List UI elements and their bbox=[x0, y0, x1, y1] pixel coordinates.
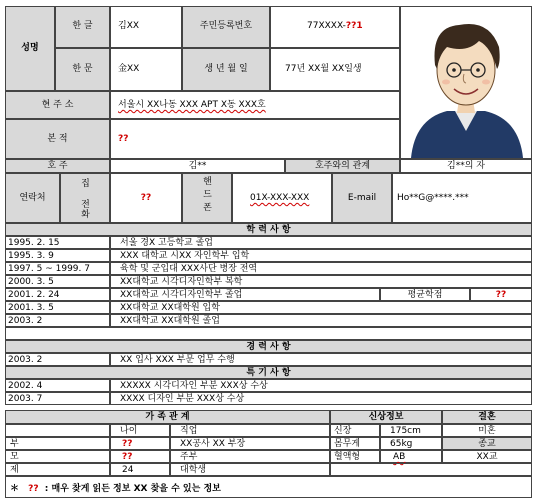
body-label: 신장 bbox=[334, 426, 352, 436]
marriage-value: 미혼 bbox=[478, 426, 496, 436]
family-job: 대학생 bbox=[180, 465, 207, 475]
special-desc: XXXX 디자인 부분 XXX상 수상 bbox=[120, 394, 245, 404]
body-value: AB bbox=[393, 452, 406, 462]
family-job: XX공사 XX 부장 bbox=[180, 439, 246, 449]
education-desc: 서울 경X 고등학교 졸업 bbox=[120, 238, 213, 248]
spacer-row bbox=[5, 327, 532, 340]
special-date: 2003. 7 bbox=[8, 394, 43, 404]
family-age: ?? bbox=[122, 439, 133, 449]
education-title: 학 력 사 항 bbox=[246, 225, 291, 235]
education-date: 2003. 2 bbox=[8, 316, 43, 326]
education-date: 2001. 3. 5 bbox=[8, 303, 54, 313]
birth-label: 생 년 월 일 bbox=[204, 64, 248, 74]
name-label: 성명 bbox=[21, 43, 39, 53]
education-date: 2000. 3. 5 bbox=[8, 277, 54, 287]
special-date: 2002. 4 bbox=[8, 381, 43, 391]
family-title: 가 족 관 계 bbox=[145, 412, 190, 422]
address-label: 현 주 소 bbox=[41, 100, 74, 110]
family-rel-header-cell bbox=[5, 424, 110, 437]
household-head-label: 호 주 bbox=[47, 161, 68, 171]
career-desc: XX 입사 XXX 부문 업무 수행 bbox=[120, 355, 235, 365]
education-date: 1997. 5 ~ 1999. 7 bbox=[8, 264, 90, 274]
birth-value: 77년 XX월 XX일생 bbox=[285, 64, 362, 74]
relation-label: 호주와의 관계 bbox=[314, 161, 371, 171]
family-age-cell bbox=[110, 437, 170, 450]
special-title: 특 기 사 항 bbox=[246, 368, 291, 378]
footnote bbox=[10, 485, 221, 494]
religion-value: XX교 bbox=[476, 452, 498, 462]
mobile-label: 핸드폰 bbox=[201, 176, 211, 215]
education-desc: XX대학교 시각디자인학부 복학 bbox=[120, 277, 243, 287]
hanja-label: 한 문 bbox=[72, 64, 93, 74]
education-desc: XX대학교 시각디자인학부 졸업 bbox=[120, 290, 243, 300]
body-value-cell bbox=[380, 450, 442, 463]
education-desc: XX대학교 XX대학원 졸업 bbox=[120, 316, 220, 326]
hangul-value: 김XX bbox=[118, 21, 140, 31]
education-desc: XX대학교 XX대학원 입학 bbox=[120, 303, 220, 313]
education-date: 1995. 3. 9 bbox=[8, 251, 54, 261]
family-rel-cell bbox=[5, 450, 110, 463]
religion-label: 종교 bbox=[478, 439, 496, 449]
rrn-value-mark: ??1 bbox=[345, 21, 363, 31]
family-age-header-cell bbox=[110, 424, 170, 437]
gpa-value: ?? bbox=[495, 290, 507, 300]
footnote-star: ＊ bbox=[10, 484, 20, 494]
footnote-mark: ?? bbox=[28, 484, 39, 494]
body-value: 175cm bbox=[390, 426, 421, 436]
empty-cell bbox=[330, 463, 532, 476]
address-value: 서울시 XX나동 XXX APT X동 XXX호 bbox=[118, 100, 266, 110]
family-rel-cell bbox=[5, 463, 110, 476]
education-desc: XXX 대학교 시XX 자인학부 입학 bbox=[120, 251, 250, 261]
home-phone-label: 집 전화 bbox=[79, 178, 89, 219]
rrn-value bbox=[307, 22, 363, 31]
rrn-label: 주민등록번호 bbox=[199, 21, 253, 31]
hangul-label: 한 글 bbox=[72, 21, 93, 31]
family-job-header: 직업 bbox=[180, 426, 198, 436]
hanja-value: 金XX bbox=[118, 64, 140, 74]
education-date: 2001. 2. 24 bbox=[8, 290, 60, 300]
rrn-value-prefix: 77XXXX- bbox=[307, 21, 346, 31]
photo-cell bbox=[400, 6, 532, 159]
family-job: 주부 bbox=[180, 452, 198, 462]
relation-value: 김**의 자 bbox=[447, 161, 485, 171]
origin-label: 본 적 bbox=[47, 134, 68, 144]
special-desc: XXXXX 시각디자인 부분 XXX상 수상 bbox=[120, 381, 268, 391]
household-head-value: 김** bbox=[188, 161, 207, 171]
education-desc: 육학 및 군입대 XXX사단 병장 전역 bbox=[120, 264, 258, 274]
family-age: ?? bbox=[122, 452, 133, 462]
body-value: 65kg bbox=[390, 439, 413, 449]
contact-label: 연락처 bbox=[19, 193, 46, 203]
family-age-cell bbox=[110, 463, 170, 476]
family-rel: 부 bbox=[10, 439, 19, 449]
education-date: 1995. 2. 15 bbox=[8, 238, 60, 248]
gpa-label: 평균학점 bbox=[407, 290, 443, 300]
email-label: E-mail bbox=[347, 193, 377, 203]
mobile-value: 01X-XXX-XXX bbox=[250, 193, 310, 203]
body-label: 혈액형 bbox=[334, 452, 361, 462]
career-date: 2003. 2 bbox=[8, 355, 43, 365]
footnote-text: : 매우 찾게 읽든 정보 XX 찾을 수 있는 정보 bbox=[44, 484, 221, 494]
profile-photo bbox=[401, 7, 531, 158]
career-title: 경 력 사 항 bbox=[246, 342, 291, 352]
family-rel: 제 bbox=[10, 465, 19, 475]
origin-value-cell bbox=[110, 119, 400, 159]
family-age-header: 나이 bbox=[120, 426, 138, 436]
marriage-title: 결혼 bbox=[478, 412, 496, 422]
family-rel: 모 bbox=[10, 452, 19, 462]
origin-value: ?? bbox=[118, 134, 129, 144]
family-age-cell bbox=[110, 450, 170, 463]
family-age: 24 bbox=[122, 465, 134, 475]
home-phone-value: ?? bbox=[140, 193, 152, 203]
family-rel-cell bbox=[5, 437, 110, 450]
body-info-title: 신상정보 bbox=[368, 412, 404, 422]
body-label: 몸무게 bbox=[334, 439, 361, 449]
email-value: Ho**G@****.*** bbox=[397, 193, 469, 203]
